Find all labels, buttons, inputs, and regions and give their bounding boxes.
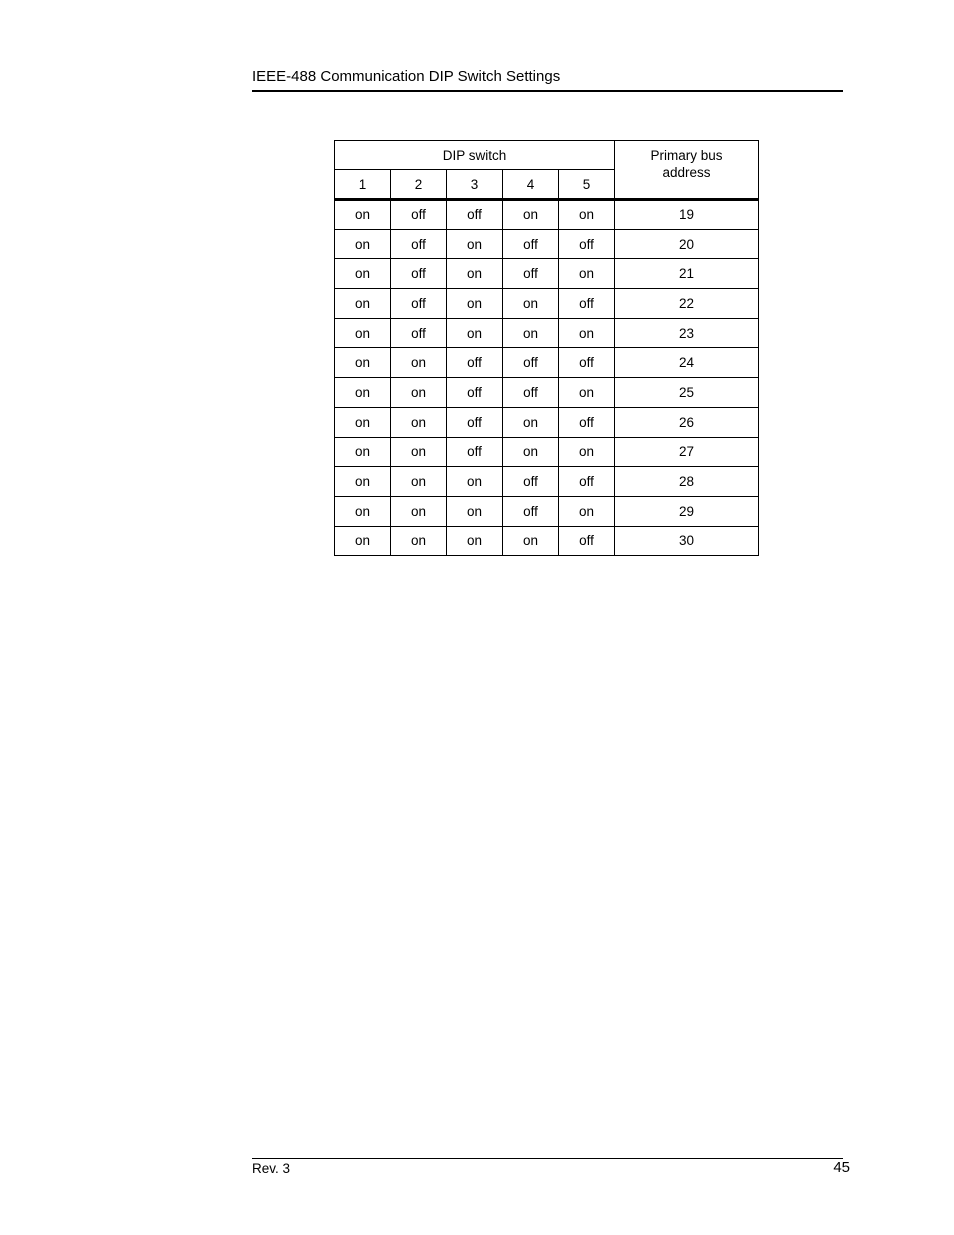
bus-address-cell: 19 xyxy=(615,200,759,230)
switch-state-cell: on xyxy=(335,259,391,289)
switch-state-cell: off xyxy=(391,229,447,259)
switch-number-header: 5 xyxy=(559,170,615,200)
switch-state-cell: on xyxy=(335,407,391,437)
switch-state-cell: off xyxy=(503,496,559,526)
switch-number-header: 1 xyxy=(335,170,391,200)
bus-address-cell: 20 xyxy=(615,229,759,259)
table-row xyxy=(335,437,759,467)
switch-state-cell: on xyxy=(503,526,559,556)
table-row xyxy=(335,318,759,348)
switch-state-cell: off xyxy=(447,200,503,230)
switch-state-cell: off xyxy=(503,348,559,378)
switch-state-cell: on xyxy=(335,289,391,319)
page-footer xyxy=(252,1158,850,1183)
switch-state-cell: on xyxy=(503,318,559,348)
switch-state-cell: on xyxy=(335,200,391,230)
switch-state-cell: on xyxy=(335,496,391,526)
table-row xyxy=(335,378,759,408)
switch-state-cell: off xyxy=(503,467,559,497)
switch-state-cell: on xyxy=(391,437,447,467)
bus-address-cell: 28 xyxy=(615,467,759,497)
bus-address-cell: 22 xyxy=(615,289,759,319)
switch-state-cell: on xyxy=(559,496,615,526)
switch-state-cell: on xyxy=(391,526,447,556)
bus-address-cell: 23 xyxy=(615,318,759,348)
table-row xyxy=(335,289,759,319)
switch-state-cell: off xyxy=(503,229,559,259)
dip-switch-table xyxy=(334,140,759,556)
switch-state-cell: off xyxy=(447,437,503,467)
bus-address-cell: 24 xyxy=(615,348,759,378)
table-row xyxy=(335,526,759,556)
switch-state-cell: on xyxy=(447,496,503,526)
switch-state-cell: on xyxy=(447,467,503,497)
switch-state-cell: off xyxy=(391,289,447,319)
switch-state-cell: off xyxy=(391,318,447,348)
switch-state-cell: on xyxy=(335,318,391,348)
switch-state-cell: on xyxy=(447,259,503,289)
page-title: IEEE-488 Communication DIP Switch Settings xyxy=(252,68,561,85)
bus-address-cell: 29 xyxy=(615,496,759,526)
switch-state-cell: on xyxy=(335,229,391,259)
bus-address-cell: 25 xyxy=(615,378,759,408)
switch-state-cell: off xyxy=(447,407,503,437)
switch-state-cell: off xyxy=(559,348,615,378)
switch-state-cell: on xyxy=(391,467,447,497)
page-number: 45 xyxy=(833,1159,850,1176)
bus-address-cell: 26 xyxy=(615,407,759,437)
table-row xyxy=(335,467,759,497)
switch-number-header: 2 xyxy=(391,170,447,200)
table-row xyxy=(335,407,759,437)
switch-state-cell: on xyxy=(559,200,615,230)
table-row xyxy=(335,200,759,230)
switch-state-cell: on xyxy=(391,496,447,526)
switch-state-cell: off xyxy=(559,229,615,259)
switch-state-cell: off xyxy=(447,378,503,408)
switch-number-header: 4 xyxy=(503,170,559,200)
switch-state-cell: off xyxy=(447,348,503,378)
switch-state-cell: on xyxy=(335,378,391,408)
address-header-line2: address xyxy=(662,165,711,180)
primary-bus-address-header xyxy=(615,141,759,200)
switch-state-cell: on xyxy=(559,437,615,467)
table-header-row xyxy=(335,141,759,170)
table-row xyxy=(335,259,759,289)
switch-state-cell: on xyxy=(447,526,503,556)
switch-state-cell: on xyxy=(559,318,615,348)
table-row xyxy=(335,229,759,259)
switch-state-cell: off xyxy=(559,467,615,497)
switch-state-cell: on xyxy=(335,437,391,467)
bus-address-cell: 30 xyxy=(615,526,759,556)
switch-state-cell: on xyxy=(391,348,447,378)
switch-state-cell: off xyxy=(503,378,559,408)
switch-state-cell: on xyxy=(335,348,391,378)
switch-state-cell: off xyxy=(559,407,615,437)
bus-address-cell: 27 xyxy=(615,437,759,467)
switch-state-cell: on xyxy=(447,318,503,348)
dip-switch-group-header: DIP switch xyxy=(335,141,615,170)
switch-state-cell: on xyxy=(559,259,615,289)
switch-state-cell: on xyxy=(503,437,559,467)
switch-state-cell: on xyxy=(335,526,391,556)
switch-number-header: 3 xyxy=(447,170,503,200)
address-header-line1: Primary bus xyxy=(650,148,723,163)
switch-state-cell: off xyxy=(391,259,447,289)
switch-state-cell: on xyxy=(391,407,447,437)
switch-state-cell: on xyxy=(503,200,559,230)
switch-state-cell: off xyxy=(559,289,615,319)
table-row xyxy=(335,348,759,378)
bus-address-cell: 21 xyxy=(615,259,759,289)
switch-state-cell: off xyxy=(559,526,615,556)
switch-state-cell: on xyxy=(447,289,503,319)
switch-state-cell: off xyxy=(391,200,447,230)
switch-state-cell: on xyxy=(447,229,503,259)
switch-state-cell: on xyxy=(559,378,615,408)
revision-label: Rev. 3 xyxy=(252,1161,291,1176)
table-row xyxy=(335,496,759,526)
switch-state-cell: on xyxy=(335,467,391,497)
switch-state-cell: on xyxy=(391,378,447,408)
page-header xyxy=(252,68,843,92)
switch-state-cell: on xyxy=(503,407,559,437)
switch-state-cell: on xyxy=(503,289,559,319)
switch-state-cell: off xyxy=(503,259,559,289)
